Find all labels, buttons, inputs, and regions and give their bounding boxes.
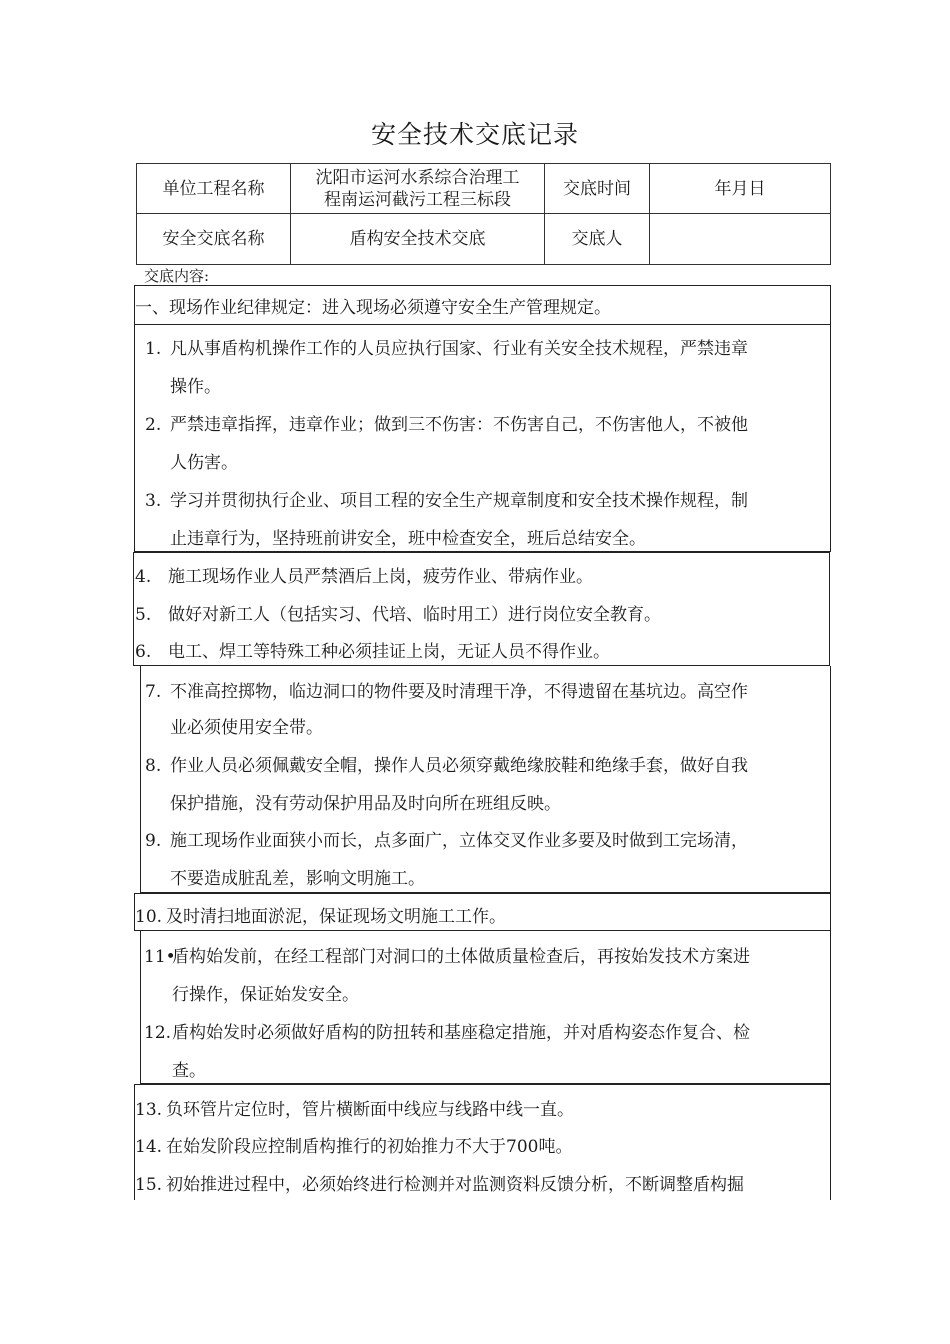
item-number: 8. — [145, 756, 162, 776]
item-number: 13. — [135, 1100, 163, 1120]
section-heading: 一、现场作业纪律规定：进入现场必须遵守安全生产管理规定。 — [135, 298, 611, 318]
briefer-label: 交底人 — [545, 214, 650, 265]
date-value: 年月日 — [650, 164, 831, 214]
item-text: 在始发阶段应控制盾构推行的初始推力不大于700吨。 — [166, 1137, 573, 1157]
date-label: 交底时间 — [545, 164, 650, 214]
item-text: 电工、焊工等特殊工种必须挂证上岗，无证人员不得作业。 — [168, 642, 610, 662]
item-text-cont: 操作。 — [170, 377, 221, 397]
item-text: 盾构始发时必须做好盾构的防扭转和基座稳定措施，并对盾构姿态作复合、检 — [172, 1023, 750, 1043]
item-text: 盾构始发前，在经工程部门对洞口的土体做质量检查后，再按始发技术方案进 — [172, 947, 750, 967]
item-text: 施工现场作业面狭小而长，点多面广，立体交叉作业多要及时做到工完场清， — [170, 831, 748, 851]
item-number: 14. — [135, 1137, 163, 1157]
document-title: 安全技术交底记录 — [370, 120, 579, 149]
unit-name-value — [291, 164, 545, 214]
item-number: 4. — [135, 567, 152, 587]
item-number: 15. — [135, 1175, 163, 1195]
safety-topic-label: 安全交底名称 — [137, 214, 291, 265]
item-text-cont: 保护措施，没有劳动保护用品及时向所在班组反映。 — [170, 794, 561, 814]
item-text-cont: 业必须使用安全带。 — [170, 718, 323, 738]
briefer-value — [650, 214, 831, 265]
item-text: 负环管片定位时，管片横断面中线应与线路中线一直。 — [166, 1100, 574, 1120]
item-text: 施工现场作业人员严禁酒后上岗，疲劳作业、带病作业。 — [168, 567, 593, 587]
item-number: 3. — [145, 491, 162, 511]
item-text: 凡从事盾构机操作工作的人员应执行国家、行业有关安全技术规程，严禁违章 — [170, 339, 748, 359]
item-number: 7. — [145, 682, 162, 702]
unit-name-value-line2: 程南运河截污工程三标段 — [324, 189, 511, 210]
item-text-cont: 人伤害。 — [170, 453, 238, 473]
item-number: 11• — [144, 947, 176, 967]
item-number: 6. — [135, 642, 152, 662]
unit-name-value-line1: 沈阳市运河水系综合治理工 — [315, 167, 520, 188]
item-text-cont: 止违章行为，坚持班前讲安全，班中检查安全，班后总结安全。 — [170, 529, 646, 549]
header-table — [136, 163, 831, 265]
item-text: 初始推进过程中，必须始终进行检测并对监测资料反馈分析，不断调整盾构掘 — [166, 1175, 744, 1195]
item-number: 1. — [145, 339, 162, 359]
item-text: 及时清扫地面淤泥，保证现场文明施工工作。 — [166, 907, 506, 927]
item-text: 学习并贯彻执行企业、项目工程的安全生产规章制度和安全技术操作规程，制 — [170, 491, 748, 511]
content-label: 交底内容: — [144, 267, 210, 285]
item-text: 做好对新工人（包括实习、代培、临时用工）进行岗位安全教育。 — [168, 605, 661, 625]
item-text: 不准高控掷物，临边洞口的物件要及时清理干净，不得遗留在基坑边。高空作 — [170, 682, 748, 702]
item-number: 2. — [145, 415, 162, 435]
item-number: 12. — [144, 1023, 172, 1043]
unit-name-label: 单位工程名称 — [137, 164, 291, 214]
item-text: 严禁违章指挥，违章作业；做到三不伤害：不伤害自己，不伤害他人，不被他 — [170, 415, 748, 435]
item-text: 作业人员必须佩戴安全帽，操作人员必须穿戴绝缘胶鞋和绝缘手套，做好自我 — [170, 756, 748, 776]
item-number: 10. — [135, 907, 163, 927]
item-text-cont: 查。 — [172, 1061, 206, 1081]
item-number: 9. — [145, 831, 162, 851]
safety-topic-value: 盾构安全技术交底 — [291, 214, 545, 265]
item-text-cont: 行操作，保证始发安全。 — [172, 985, 359, 1005]
item-text-cont: 不要造成脏乱差，影响文明施工。 — [170, 869, 425, 889]
item-number: 5. — [135, 605, 152, 625]
